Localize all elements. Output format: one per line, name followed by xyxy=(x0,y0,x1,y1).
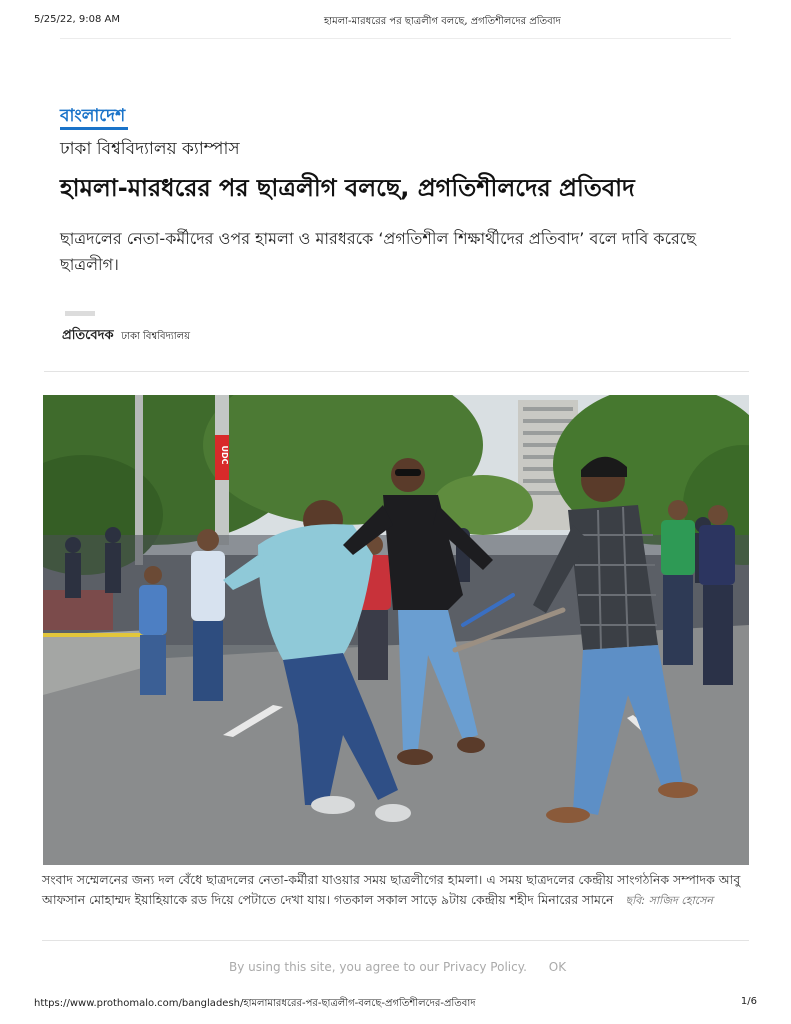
content-divider xyxy=(44,371,749,372)
author-avatar-placeholder xyxy=(65,311,95,316)
article-headline: হামলা-মারধরের পর ছাত্রলীগ বলছে, প্রগতিশীলদের প্রতিবাদ xyxy=(60,174,635,202)
photo-credit: ছবি: সাজিদ হোসেন xyxy=(625,894,713,907)
print-page-number: 1/6 xyxy=(740,996,757,1007)
byline xyxy=(62,326,190,347)
section-underline xyxy=(60,127,128,130)
consent-ok-button[interactable]: OK xyxy=(548,960,567,974)
article-kicker: ঢাকা বিশ্ববিদ্যালয় ক্যাম্পাস xyxy=(60,139,240,159)
photo-caption xyxy=(42,870,754,911)
udc-sign-text: UDC xyxy=(220,445,229,465)
print-url: https://www.prothomalo.com/bangladesh/হামলামারধরের-পর-ছাত্রলীগ-বলছে-প্রগতিশীলদের-প্রতিবাদ xyxy=(34,998,476,1009)
top-divider xyxy=(60,38,731,39)
privacy-consent-bar xyxy=(229,960,566,974)
print-doc-title: হামলা-মারধরের পর ছাত্রলীগ বলছে, প্রগতিশীলদের প্রতিবাদ xyxy=(324,16,561,27)
photo-caption-text: সংবাদ সম্মেলনের জন্য দল বেঁধে ছাত্রদলের নেতা-কর্মীরা যাওয়ার সময় ছাত্রলীগের হামলা। এ সময় ছাত্রদলের কেন্দ্রীয় সাংগঠনিক সম্পাদক আবু আফসান মোহাম্মদ ইয়াহিয়াকে রড দিয়ে পেটাতে দেখা যায়। গতকাল সকাল সাড়ে ৯টায় কেন্দ্রীয় শহীদ মিনারের সামনে xyxy=(42,872,741,907)
caption-divider xyxy=(42,940,749,941)
privacy-consent-text[interactable]: By using this site, you agree to our Privacy Policy. xyxy=(229,960,527,974)
byline-place: ঢাকা বিশ্ববিদ্যালয় xyxy=(121,331,190,342)
print-header xyxy=(34,14,757,28)
section-link[interactable]: বাংলাদেশ xyxy=(60,106,126,126)
print-datetime: 5/25/22, 9:08 AM xyxy=(34,14,121,25)
article-summary: ছাত্রদলের নেতা-কর্মীদের ওপর হামলা ও মারধরকে ‘প্রগতিশীল শিক্ষার্থীদের প্রতিবাদ’ বলে দাবি করেছে ছাত্রলীগ। xyxy=(60,229,696,274)
article-photo xyxy=(43,395,749,865)
byline-author[interactable]: প্রতিবেদক xyxy=(62,328,114,343)
print-footer xyxy=(34,996,757,1010)
